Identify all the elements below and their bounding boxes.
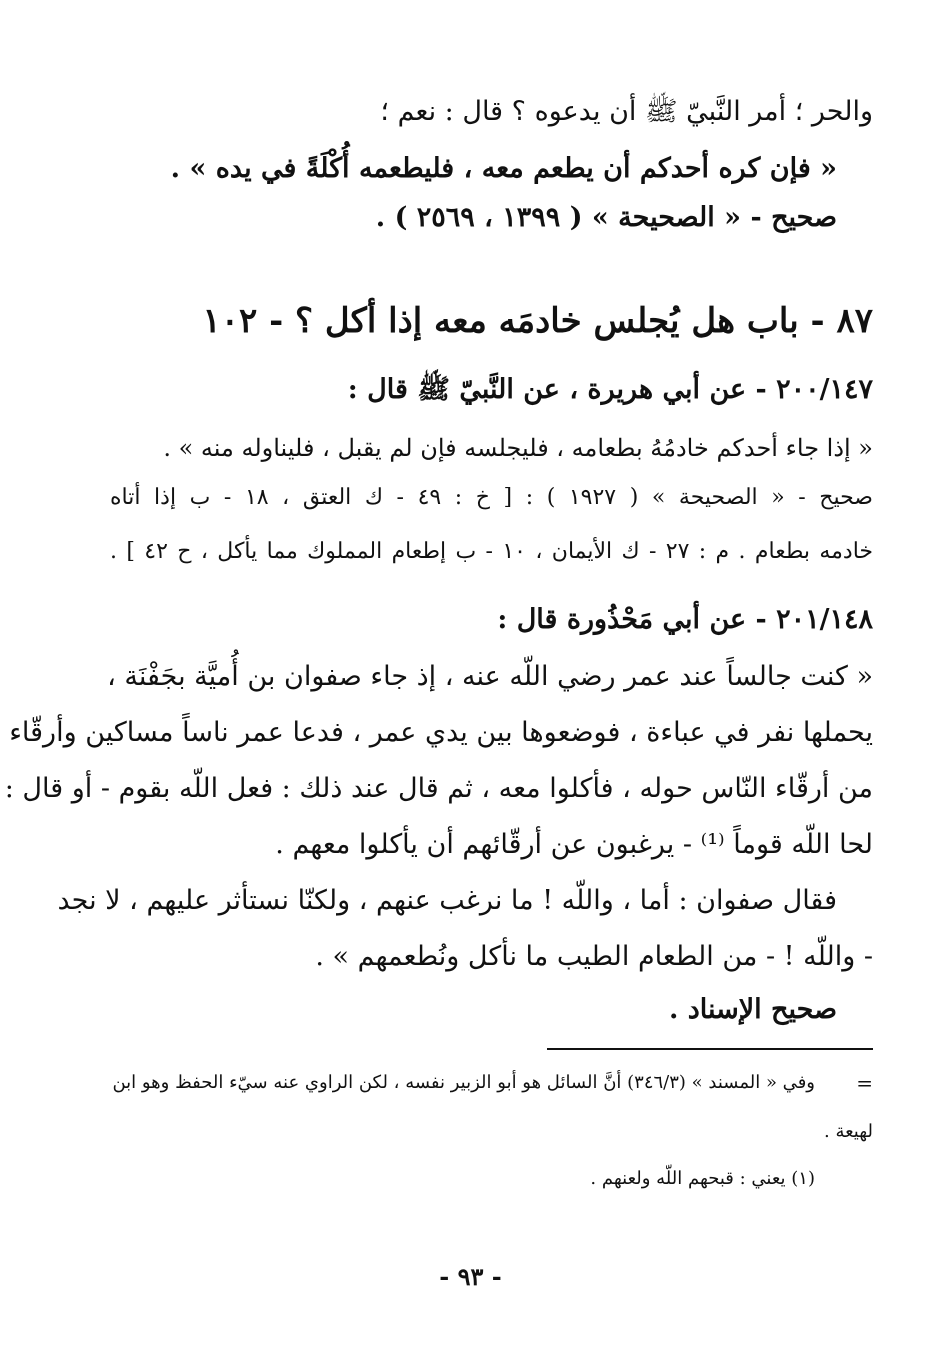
footnote-continuation-line-2: لهيعة . <box>824 1121 873 1142</box>
hadith-148-text-line-6: - واللّه ! - من الطعام الطيب ما نأكل ونُطعمهم » . <box>315 941 873 972</box>
text-line-1: والحر ؛ أمر النَّبيّ ﷺ أن يدعوه ؟ قال : نعم ؛ <box>380 96 873 127</box>
hadith-148-text-line-4: لحا اللّه قوماً ⁽¹⁾ - يرغبون عن أرقّائهم أن يأكلوا معهم . <box>275 829 873 860</box>
hadith-148-text-line-5: فقال صفوان : أما ، واللّه ! ما نرغب عنهم ، ولكنّا نستأثر عليهم ، لا نجد <box>57 885 837 916</box>
hadith-148-text-line-1: « كنت جالساً عند عمر رضي اللّه عنه ، إذ جاء صفوان بن أُميَّة بجَفْنَة ، <box>107 661 873 692</box>
hadith-147-text: « إذا جاء أحدكم خادمُهُ بطعامه ، فليجلسه فإن لم يقبل ، فليناوله منه » . <box>163 434 873 462</box>
chapter-heading: ٨٧ - باب هل يُجلس خادمَه معه إذا أكل ؟ - ١٠٢ <box>202 301 873 341</box>
hadith-148-grade: صحيح الإسناد . <box>668 994 837 1025</box>
footnote-continuation-line-1: وفي « المسند » (٣٤٦/٣) أنَّ السائل هو أبو الزبير نفسه ، لكن الراوي عنه سيّء الحفظ وهو ابن <box>112 1072 815 1093</box>
hadith-147-header: ٢٠٠/١٤٧ - عن أبي هريرة ، عن النَّبيّ ﷺ قال : <box>347 374 873 405</box>
hadith-148-text-line-3: من أرقّاء النّاس حوله ، فأكلوا معه ، ثم قال عند ذلك : فعل اللّه بقوم - أو قال : <box>4 773 873 804</box>
hadith-147-grade-line-1: صحيح - « الصحيحة » ( ١٩٢٧ ) : [ خ : ٤٩ - ك العتق ، ١٨ - ب إذا أتاه <box>110 485 873 510</box>
page-number: - ٩٣ - <box>439 1262 502 1291</box>
hadith-148-text-line-2: يحملها نفر في عباءة ، فوضعوها بين يدي عمر ، فدعا عمر ناساً مساكين وأرقّاء <box>9 717 873 748</box>
hadith-147-grade-line-2: خادمه بطعام . م : ٢٧ - ك الأيمان ، ١٠ - ب إطعام المملوك مما يأكل ، ح ٤٢ ] . <box>110 539 874 564</box>
text-line-2: « فإن كره أحدكم أن يطعم معه ، فليطعمه أُكْلَةً في يده » . <box>170 153 837 184</box>
grade-line: صحيح - « الصحيحة » ( ١٣٩٩ ، ٢٥٦٩ ) . <box>375 202 837 233</box>
continuation-mark: = <box>856 1071 873 1095</box>
footnote-1: (١) يعني : قبحهم اللّه ولعنهم . <box>590 1168 815 1189</box>
hadith-148-header: ٢٠١/١٤٨ - عن أبي مَحْذُورة قال : <box>497 604 873 635</box>
footnote-separator <box>547 1048 873 1050</box>
